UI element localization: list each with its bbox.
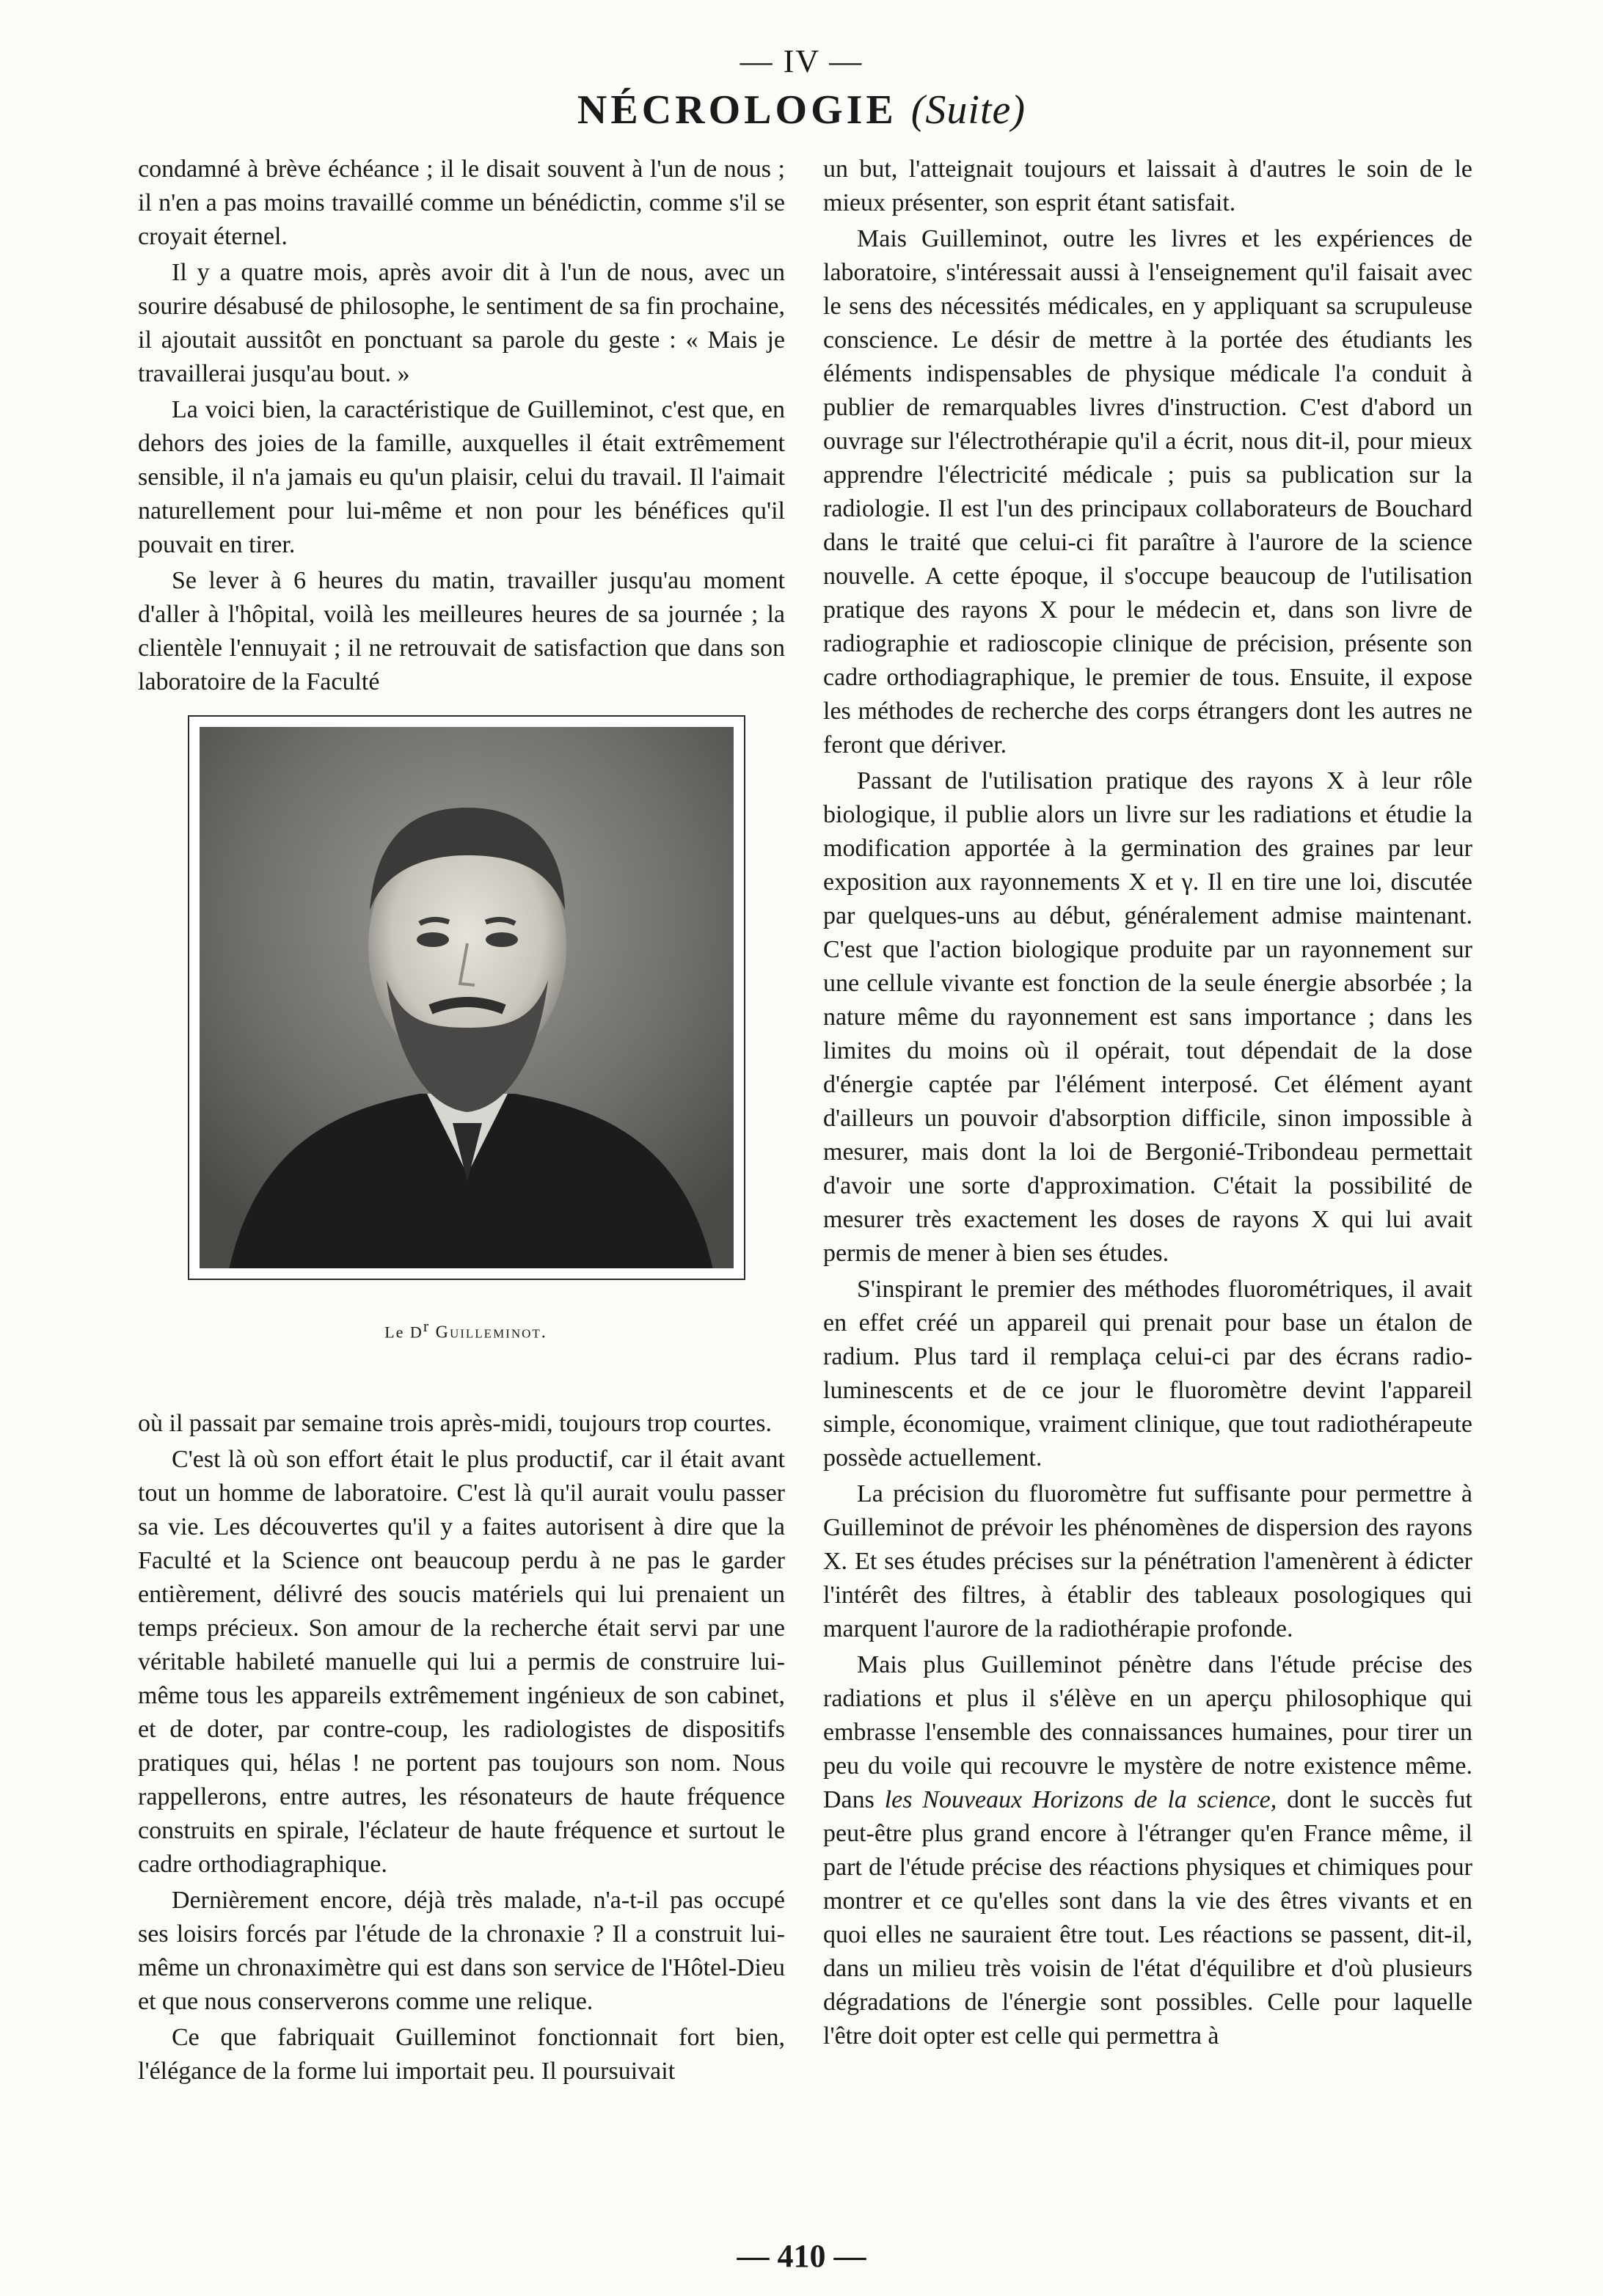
paragraph: La voici bien, la caractéristique de Guilleminot, c'est que, en dehors des joies de la famille, auxquelles il était extrêmement sensible, il n'a jamais eu qu'un plaisir, celui du travail. Il l'aimait naturellement pour lui-même et non pour les bénéfices qu'il pouvait en tirer. bbox=[138, 396, 785, 558]
portrait-illustration bbox=[200, 727, 734, 1268]
page-number: — 410 — bbox=[737, 2238, 866, 2274]
caption-superscript: r bbox=[423, 1317, 431, 1335]
paragraph: Passant de l'utilisation pratique des rayons X à leur rôle biologique, il publie alors un livre sur les radiations et étudie la modification apportée à la germination des graines par leur exposition aux rayonnements X et γ. Il en tire une loi, discutée par quelques-uns au début, généralement admise maintenant. C'est que l'action biologique produite par un rayonnement sur une cellule vivante est fonction de la seule énergie absorbée ; la nature même du rayonnement est sans importance ; dans les limites du moins où il opérait, tout dépendait de la dose d'énergie captée par l'élément interposé. Cet élément ayant d'ailleurs un pouvoir d'absorption difficile, sinon impossible à mesurer, mais dont la loi de Bergonié-Tribondeau permettait d'avoir une sorte d'approximation. C'était la possibilité de mesurer très exactement les doses de rayons X qui lui avait permis de mener à bien ses études. bbox=[823, 767, 1472, 1267]
paragraph: S'inspirant le premier des méthodes fluorométriques, il avait en effet créé un appareil qui prenait pour base un étalon de radium. Plus tard il remplaça celui-ci par des écrans radio-luminescents et de ce jour le fluoromètre devint l'appareil simple, économique, vraiment clinique, que tout radiothérapeute possède actuellement. bbox=[823, 1276, 1472, 1471]
portrait-photo bbox=[200, 727, 734, 1268]
paragraph: Il y a quatre mois, après avoir dit à l'un de nous, avec un sourire désabusé de philosophe, le sentiment de sa fin prochaine, il ajoutait aussitôt en ponctuant sa parole du geste : « Mais je travaillerai jusqu'au bout. » bbox=[138, 259, 785, 387]
left-column bbox=[138, 153, 785, 2085]
paragraph: C'est là où son effort était le plus productif, car il était avant tout un homme de laboratoire. C'est là qu'il aurait voulu passer sa vie. Les découvertes qu'il y a faites autorisent à dire que la Faculté et la Science ont beaucoup perdu à ne pas le garder entièrement, délivré des soucis matériels qui lui prenaient un temps précieux. Son amour de la recherche était servi par une véritable habileté manuelle qui lui a permis de construire lui-même tous les appareils extrêmement ingénieux de son cabinet, et de doter, par contre-coup, les radiologistes de dispositifs pratiques qui, hélas ! ne portent pas toujours son nom. Nous rappellerons, entre autres, les résonateurs de haute fréquence construits en spirale, l'éclateur de haute fréquence et surtout le cadre orthodiagraphique. bbox=[138, 1446, 785, 1878]
paragraph: Dernièrement encore, déjà très malade, n'a-t-il pas occupé ses loisirs forcés par l'étude de la chronaxie ? Il a construit lui-même un chronaximètre qui est dans son service de l'Hôtel-Dieu et que nous conserverons comme une relique. bbox=[138, 1887, 785, 2015]
portrait-figure bbox=[188, 715, 745, 1280]
page-title bbox=[0, 87, 1603, 134]
title-suite: (Suite) bbox=[910, 87, 1026, 133]
figure-caption bbox=[0, 1317, 932, 1342]
page-folio: — IV — bbox=[740, 43, 863, 79]
paragraph-text: Mais plus Guilleminot pénètre dans l'étude précise des radiations et plus il s'élève en un aperçu philosophique qui embrasse l'ensemble des connaissances humaines, pour tirer un peu du voile qui recouvre le mystère de notre existence même. Dans bbox=[823, 1651, 1472, 1813]
paragraph-text: dont le succès fut peut-être plus grand encore à l'étranger qu'en France même, il part de l'étude précise des réactions physiques et chimiques pour montrer et ce qu'elles sont dans la vie des êtres vivants et en quoi elles ne sauraient être tout. Les réactions se passent, dit-il, dans un milieu très voisin de l'état d'équilibre et d'où plusieurs dégradations de l'énergie sont possibles. Celle pour laquelle l'être doit opter est celle qui permettra à bbox=[823, 1786, 1472, 2050]
caption-prefix: Le D bbox=[384, 1323, 423, 1342]
book-title: les Nouveaux Horizons de la science, bbox=[884, 1786, 1277, 1813]
left-column-bottom bbox=[138, 1407, 785, 2088]
right-column bbox=[823, 153, 1472, 2053]
paragraph: Mais Guilleminot, outre les livres et les expériences de laboratoire, s'intéressait aussi à l'enseignement qu'il faisait avec le sens des nécessités médicales, en y appliquant sa scrupuleuse conscience. Le désir de mettre à la portée des étudiants les éléments indispensables de physique médicale l'a conduit à publier de remarquables livres d'instruction. C'est d'abord un ouvrage sur l'électrothérapie qu'il a écrit, nous dit-il, pour mieux apprendre l'électricité médicale ; puis sa publication sur la radiologie. Il est l'un des principaux collaborateurs de Bouchard dans le traité que celui-ci fit paraître à l'aurore de la science nouvelle. A cette époque, il s'occupe beaucoup de l'utilisation pratique des rayons X pour le médecin et, dans son livre de radiographie et radioscopie clinique de précision, présente son cadre orthodiagraphique, le premier de tous. Ensuite, il expose les méthodes de recherche des corps étrangers dont les autres ne feront que dériver. bbox=[823, 225, 1472, 758]
paragraph: où il passait par semaine trois après-midi, toujours trop courtes. bbox=[138, 1410, 772, 1437]
paragraph bbox=[823, 1648, 1472, 2053]
caption-name: Guilleminot. bbox=[435, 1323, 547, 1342]
paragraph: un but, l'atteignait toujours et laissait à d'autres le soin de le mieux présenter, son esprit étant satisfait. bbox=[823, 156, 1472, 216]
paragraph: Se lever à 6 heures du matin, travailler jusqu'au moment d'aller à l'hôpital, voilà les meilleures heures de sa journée ; la clientèle l'ennuyait ; il ne retrouvait de satisfaction que dans son laboratoire de la Faculté bbox=[138, 567, 785, 695]
paragraph: Ce que fabriquait Guilleminot fonctionnait fort bien, l'élégance de la forme lui importait peu. Il poursuivait bbox=[138, 2024, 785, 2085]
paragraph: condamné à brève échéance ; il le disait souvent à l'un de nous ; il n'en a pas moins travaillé comme un bénédictin, comme s'il se croyait éternel. bbox=[138, 156, 785, 250]
paragraph: La précision du fluoromètre fut suffisante pour permettre à Guilleminot de prévoir les phénomènes de dispersion des rayons X. Et ses études précises sur la pénétration l'amenèrent à édicter l'intérêt des filtres, à établir des tableaux posologiques qui marquent l'aurore de la radiothérapie profonde. bbox=[823, 1480, 1472, 1642]
title-main: NÉCROLOGIE bbox=[577, 87, 897, 133]
